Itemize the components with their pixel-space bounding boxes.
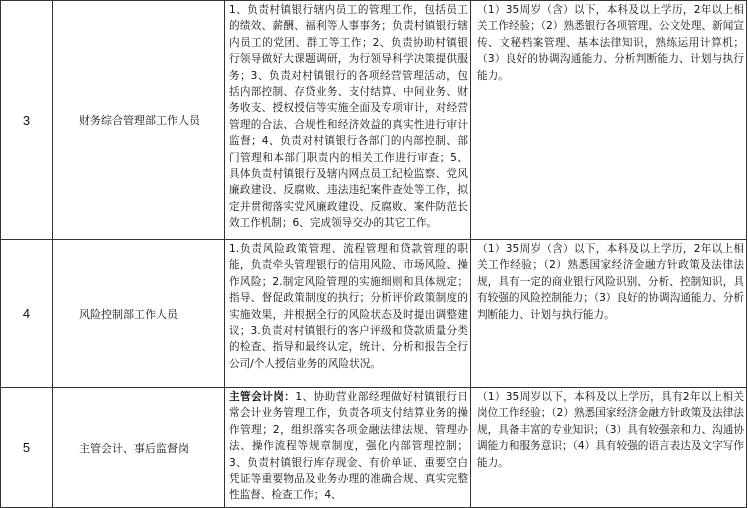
position-name: 风险控制部工作人员 — [53, 240, 225, 388]
job-requirements-cell — [471, 388, 747, 508]
job-requirements: （1）35周岁（含）以下，本科及以上学历，2年以上相关工作经验；（2）熟悉银行各项管理、公文处理、新闻宣传、文秘档案管理、基本法律知识，熟练运用计算机；（3）良好的协调沟通能力、分析判断能力、计划与执行能力。 — [477, 4, 744, 82]
table-row — [1, 388, 747, 508]
row-number: 3 — [1, 1, 53, 240]
duties-heading: 主管会计岗： — [229, 391, 296, 403]
table-row — [1, 1, 747, 240]
job-duties-cell — [225, 1, 471, 240]
job-duties-cell — [225, 388, 471, 508]
job-duties-cell — [225, 240, 471, 388]
position-name: 主管会计、事后监督岗 — [53, 388, 225, 508]
job-duties: 1、负责村镇银行辖内员工的管理工作，包括员工的绩效、薪酬、福利等人事事务；负责村镇银行辖内员工的党团、群工等工作；2、负责协助村镇银行领导做好大课题调研，为行领导科学决策提供服务；3、负责对村镇银行的各项经营管理活动，包括内部控制、存贷业务、支付结算、中间业务、财务收支、授权授信等实施全面及专项审计，对经营管理的合法、合规性和经济效益的真实性进行审计监督；4、负责对村镇银行各部门的内部控制、部门管理和本部门职责内的相关工作进行审查；5、具体负责村镇银行及辖内网点员工纪检监察、党风廉政建设、反腐败、违法违纪案件查处等工作，拟定并贯彻落实党风廉政建设、反腐败、案件防范长效工作机制；6、完成领导交办的其它工作。 — [229, 4, 468, 230]
job-requirements-cell — [471, 240, 747, 388]
row-number: 5 — [1, 388, 53, 508]
job-duties: 1、协助营业部经理做好村镇银行日常会计业务管理工作，负责各项支付结算业务的操作管理；2，组织落实各项金融法律法规、管理办法、操作流程等规章制度，强化内部管理控制；3、负责村镇银行库存现金、有价单证、重要空白凭证等重要物品及业务办理的准确合规、真实完整性监督、检查工作；4、 — [229, 391, 468, 502]
row-number: 4 — [1, 240, 53, 388]
position-name: 财务综合管理部工作人员 — [53, 1, 225, 240]
table-row — [1, 240, 747, 388]
job-requirements-cell — [471, 1, 747, 240]
job-duties: 1.负责风险政策管理、流程管理和贷款管理的职能，负责牵头管理银行的信用风险、市场风险、操作风险；2.制定风险管理的实施细则和具体规定；指导、督促政策制度的执行；分析评价政策制度的实施效果，并根据全行的风险状态及时提出调整建议；3.负责对村镇银行的客户评级和贷款质量分类的检查、指导和最终认定，统计、分析和报告全行公司/个人授信业务的风险状况。 — [229, 243, 468, 370]
job-requirements: （1）35周岁（含）以下，本科及以上学历，2年以上相关工作经验；（2）熟悉国家经济金融方针政策及法律法规，具有一定的商业银行风险识别、分析、控制知识，具有较强的风险控制能力；（3）良好的协调沟通能力、分析判断能力、计划与执行能力。 — [477, 243, 744, 321]
job-requirements: （1）35周岁以下，本科及以上学历，具有2年以上相关岗位工作经验；（2）熟悉国家经济金融方针政策及法律法规，具备丰富的专业知识；（3）具有较强亲和力、沟通协调能力和服务意识；（4）具有较强的语言表达及文字写作能力。 — [477, 391, 744, 469]
